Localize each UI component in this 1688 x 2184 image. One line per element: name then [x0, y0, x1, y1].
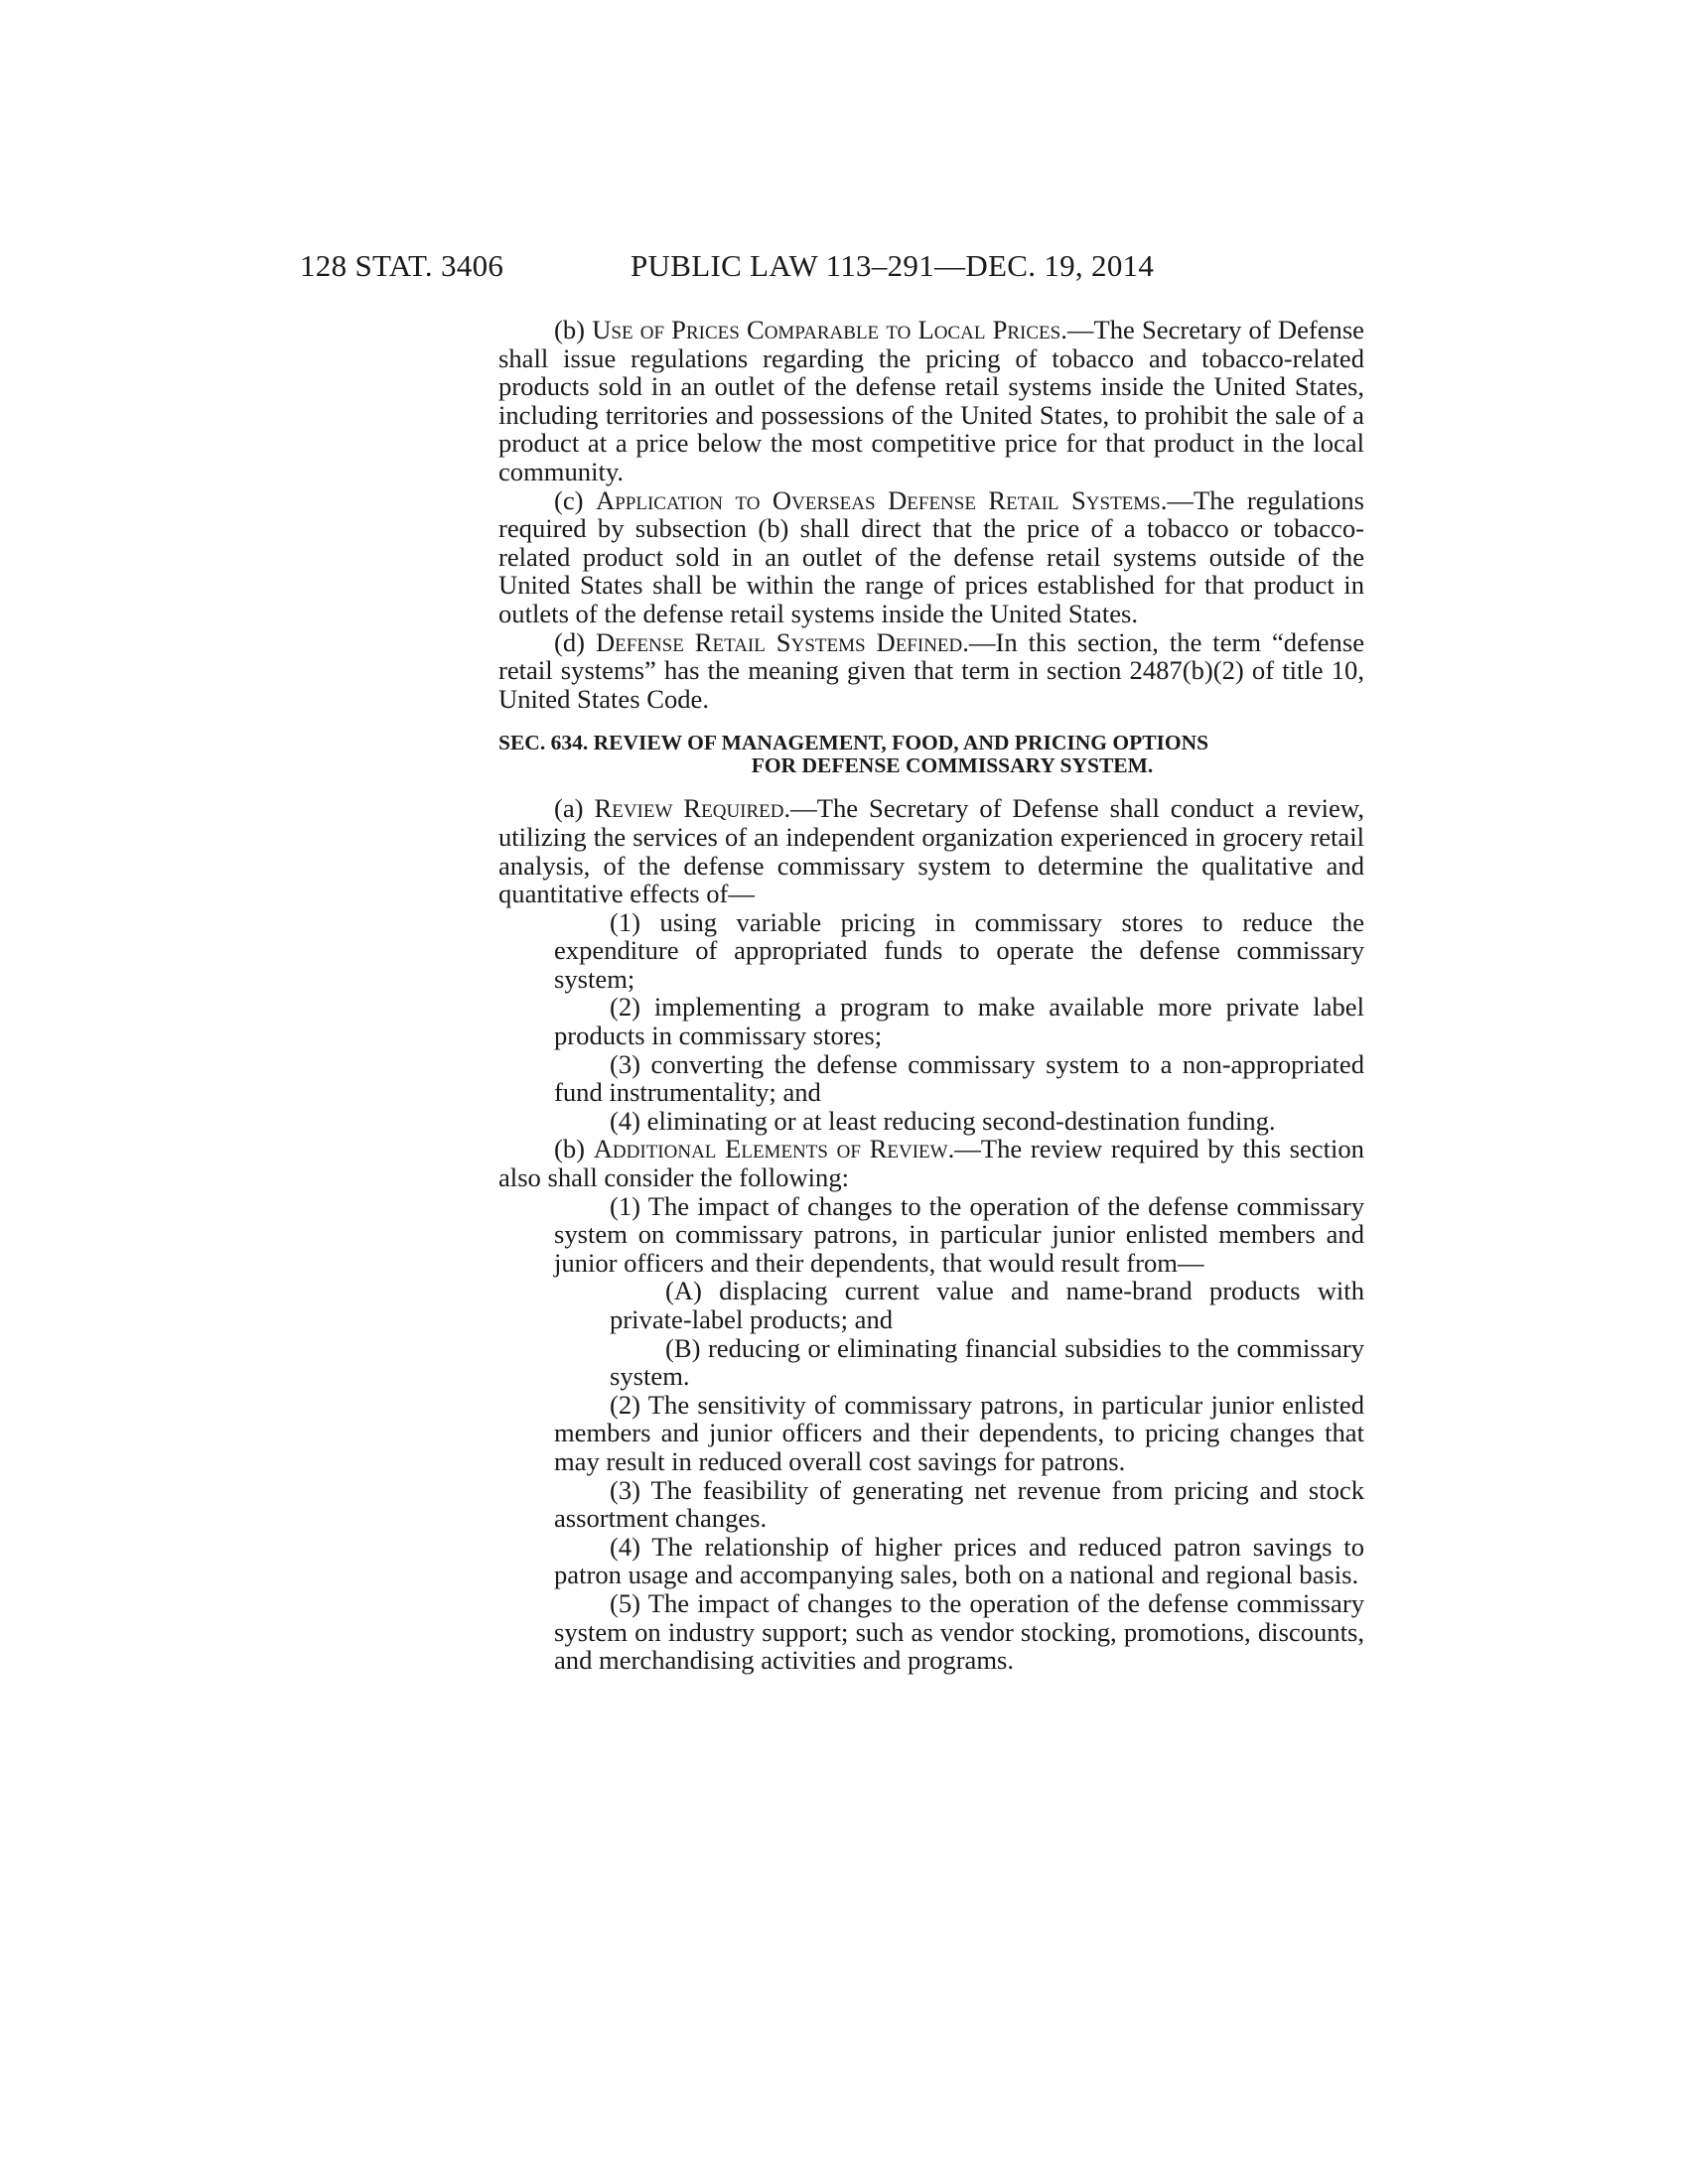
- subsection-b-heading: Use of Prices Comparable to Local Prices: [592, 315, 1061, 344]
- sec634-b-text: .—The review required by this section also shall consider the following:: [498, 1134, 1364, 1193]
- sec634-a-item-1: (1) using variable pricing in commissary stores to reduce the expenditure of appropriated funds to operate the defense commissary system;: [554, 906, 1364, 994]
- sec634-b-num: (b): [554, 1134, 586, 1164]
- section-634-heading-line1: SEC. 634. REVIEW OF MANAGEMENT, FOOD, AND PRICING OPTIONS: [498, 731, 1209, 755]
- sec634-a-num: (a): [554, 793, 584, 824]
- sec634-a-item-2: (2) implementing a program to make available more private label products in commissary stores;: [554, 992, 1364, 1051]
- public-law-header: PUBLIC LAW 113–291—DEC. 19, 2014: [631, 248, 1155, 283]
- subsection-b-num: (b): [554, 315, 586, 344]
- sec634-subsection-b: [498, 1135, 1364, 1191]
- sec634-b-item-1-A: (A) displacing current value and name-brand products with private-label products; and: [610, 1276, 1364, 1334]
- sec634-a-heading: Review Required: [594, 793, 784, 824]
- sec634-b-item-4: (4) The relationship of higher prices and reduced patron savings to patron usage and accompanying sales, both on a national and regional basis.: [554, 1531, 1364, 1590]
- sec634-b-item-5: (5) The impact of changes to the operation of the defense commissary system on industry support; such as vendor stocking, promotions, discounts, and merchandising activities and programs.: [554, 1587, 1364, 1676]
- sec634-a-text: .—The Secretary of Defense shall conduct a review, utilizing the services of an independent organization experienced in grocery retail analysis, of the defense commissary system to determine the qualitative and quantitative effects of—: [498, 793, 1364, 909]
- subsection-d-num: (d): [554, 626, 586, 657]
- sec634-subsection-a: [498, 794, 1364, 907]
- sec634-a-item-3: (3) converting the defense commissary system to a non-appropriated fund instrumentality; and: [554, 1048, 1364, 1108]
- subsection-c-text: .—The regulations required by subsection (b) shall direct that the price of a tobacco or tobacco-related product sold in an outlet of the defense retail systems outside of the United States shall be within the range of prices established for that product in outlets of the defense retail systems inside the United States.: [498, 484, 1365, 628]
- subsection-c: [498, 486, 1364, 628]
- subsection-b: [498, 316, 1364, 486]
- sec634-b-item-2: (2) The sensitivity of commissary patrons, in particular junior enlisted members and junior officers and their dependents, to pricing changes that may result in reduced overall cost savings for patrons.: [554, 1389, 1364, 1476]
- sec634-b-item-3: (3) The feasibility of generating net revenue from pricing and stock assortment changes.: [554, 1474, 1364, 1534]
- subsection-d: [498, 628, 1364, 714]
- page-body: [498, 316, 1364, 1675]
- section-634-heading-line2: FOR DEFENSE COMMISSARY SYSTEM.: [751, 753, 1154, 778]
- subsection-d-heading: Defense Retail Systems Defined: [595, 626, 963, 657]
- sec634-b-item-1: (1) The impact of changes to the operation of the defense commissary system on commissary patrons, in particular junior enlisted members and junior officers and their dependents, that would result from—: [554, 1190, 1364, 1278]
- section-634-heading: [498, 732, 1364, 777]
- subsection-c-heading: Application to Overseas Defense Retail Systems: [596, 484, 1161, 515]
- subsection-b-text: .—The Secretary of Defense shall issue regulations regarding the pricing of tobacco and tobacco-related products sold in an outlet of the defense retail systems inside the United States, including territories and possessions of the United States, to prohibit the sale of a product at a price below the most competitive price for that product in the local community.: [498, 315, 1364, 486]
- sec634-b-item-1-B: (B) reducing or eliminating financial subsidies to the commissary system.: [610, 1332, 1364, 1392]
- sec634-b-heading: Additional Elements of Review: [593, 1134, 948, 1164]
- sec634-a-item-4: (4) eliminating or at least reducing second-destination funding.: [610, 1105, 1276, 1136]
- stat-page-number: 128 STAT. 3406: [300, 248, 504, 283]
- subsection-d-text: .—In this section, the term “defense retail systems” has the meaning given that term in section 2487(b)(2) of title 10, United States Code.: [498, 626, 1364, 714]
- subsection-c-num: (c): [554, 484, 584, 515]
